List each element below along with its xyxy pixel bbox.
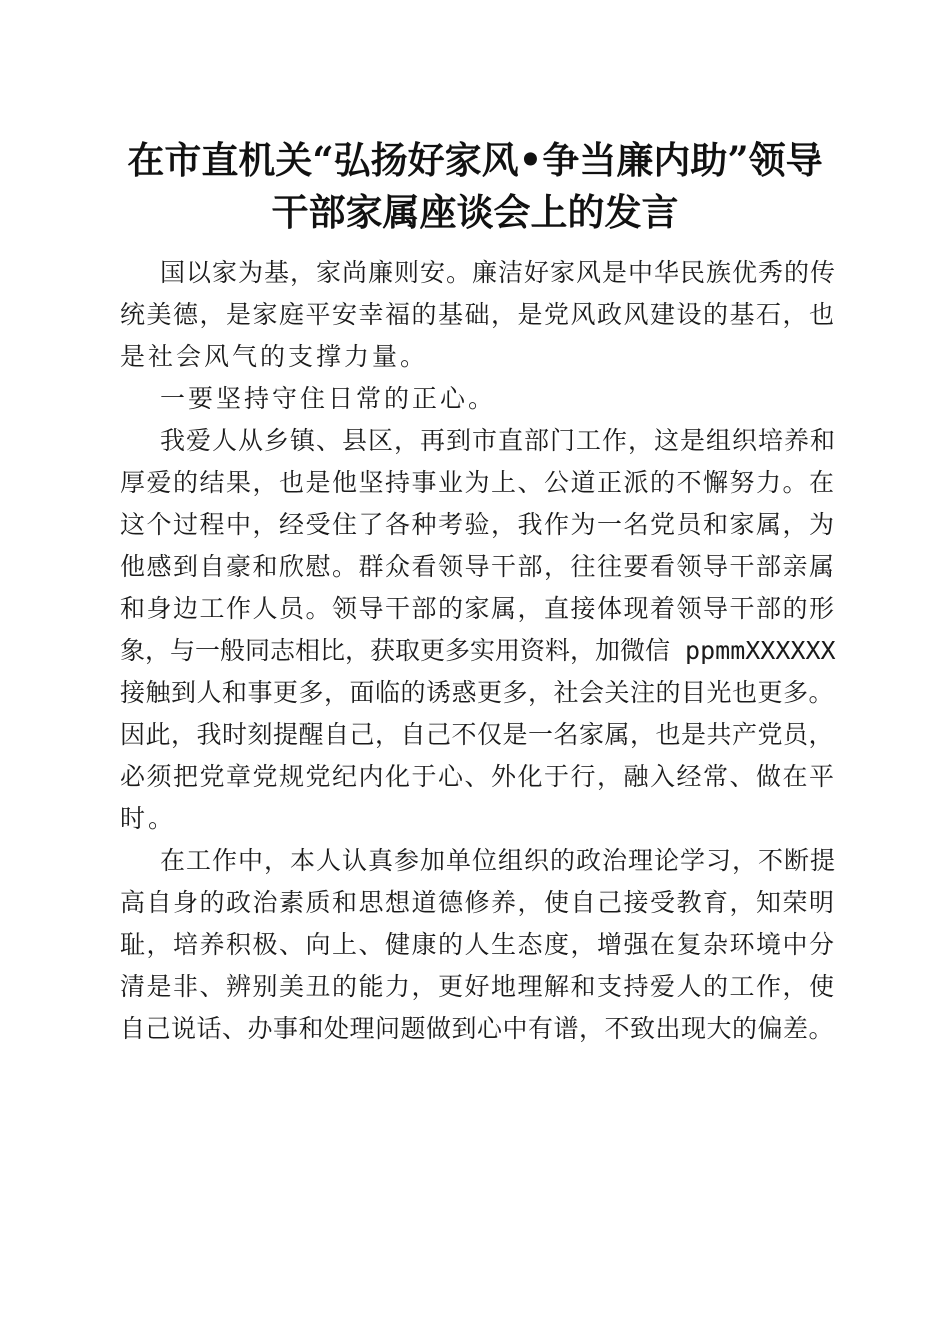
paragraph-line: 他感到自豪和欣慰。群众看领导干部，往往要看领导干部亲属 — [120, 552, 836, 581]
title-line-2: 干部家属座谈会上的发言 — [271, 190, 679, 234]
document-body — [120, 252, 840, 1050]
paragraph-line: 接触到人和事更多，面临的诱惑更多，社会关注的目光也更多。 — [120, 678, 835, 707]
paragraph-line: 统美德，是家庭平安幸福的基础，是党风政风建设的基石，也 — [120, 300, 836, 329]
paragraph-line: 因此，我时刻提醒自己，自己不仅是一名家属，也是共产党员， — [120, 720, 835, 749]
paragraph-line: 我爱人从乡镇、县区，再到市直部门工作，这是组织培养和 — [160, 426, 837, 455]
paragraph-line: 耻，培养积极、向上、健康的人生态度，增强在复杂环境中分 — [120, 930, 836, 959]
paragraph-line: 是社会风气的支撑力量。 — [120, 342, 429, 371]
paragraph-line: 自己说话、办事和处理问题做到心中有谱，不致出现大的偏差。 — [120, 1014, 835, 1043]
paragraph-line: 和身边工作人员。领导干部的家属，直接体现着领导干部的形 — [120, 594, 836, 623]
title-line-1: 在市直机关“弘扬好家风•争当廉内助”领导 — [127, 138, 823, 182]
paragraph-line: 国以家为基，家尚廉则安。廉洁好家风是中华民族优秀的传 — [160, 258, 837, 287]
paragraph-line: 在工作中，本人认真参加单位组织的政治理论学习，不断提 — [160, 846, 837, 875]
paragraph-line: 这个过程中，经受住了各种考验，我作为一名党员和家属，为 — [120, 510, 836, 539]
paragraph-line: 象，与一般同志相比，获取更多实用资料，加微信 ppmmXXXXXX — [120, 636, 836, 665]
paragraph-line: 时。 — [120, 804, 177, 833]
paragraph-line: 高自身的政治素质和思想道德修养，使自己接受教育，知荣明 — [120, 888, 836, 917]
paragraph-line: 必须把党章党规党纪内化于心、外化于行，融入经常、做在平 — [120, 762, 836, 791]
document-title — [100, 134, 850, 238]
section-heading: 一要坚持守住日常的正心。 — [160, 384, 497, 413]
paragraph-line: 厚爱的结果，也是他坚持事业为上、公道正派的不懈努力。在 — [120, 468, 836, 497]
paragraph-line: 清是非、辨别美丑的能力，更好地理解和支持爱人的工作，使 — [120, 972, 836, 1001]
